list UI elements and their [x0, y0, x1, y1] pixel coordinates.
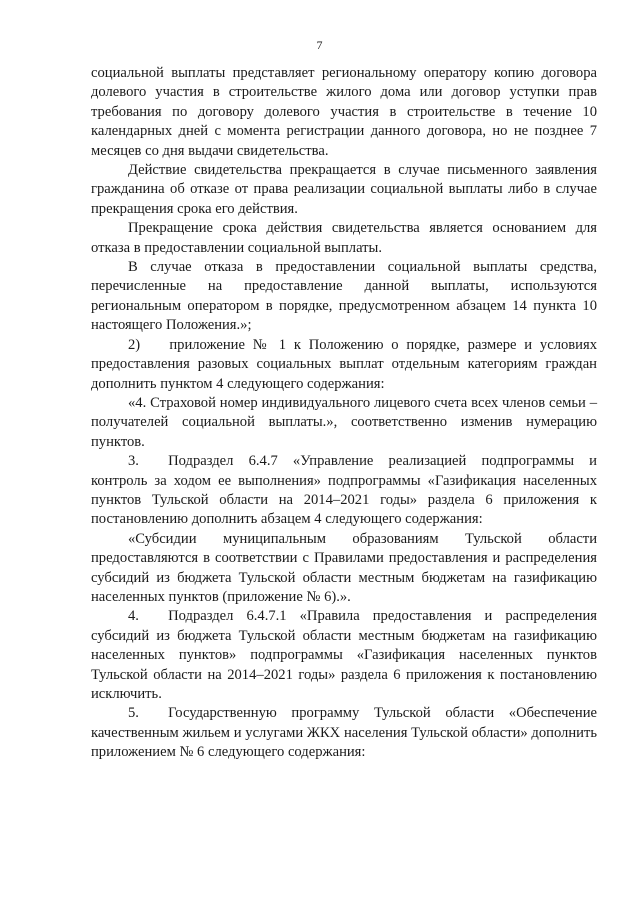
- paragraph-8-quote: «Субсидии муниципальным образованиям Тульской области предоставляются в соответствии с Правилами предоставления и распределения субсидий из бюджета Тульской области местным бюджетам на газификацию населенных пунктов (приложение № 6).».: [91, 530, 597, 605]
- page-number: 7: [316, 38, 323, 52]
- paragraph-1: социальной выплаты представляет региональному оператору копию договора долевого участия в строительстве жилого дома или договор уступки прав требования по договору долевого участия в строительстве в течение 10 календарных дней с момента регистрации данного договора, но не позднее 7 месяцев со дня выдачи свидетельства.: [91, 65, 597, 159]
- paragraph-6-quote: «4. Страховой номер индивидуального лицевого счета всех членов семьи – получателей социальной выплаты.», соответственно изменив нумерацию пунктов.: [91, 394, 597, 450]
- paragraph-5-item-2: 2) приложение № 1 к Положению о порядке, размере и условиях предоставления разовых социальных выплат отдельным категориям граждан дополнить пунктом 4 следующего содержания:: [91, 336, 597, 392]
- paragraph-9-item-4: 4. Подраздел 6.4.7.1 «Правила предоставления и распределения субсидий из бюджета Тульской области местным бюджетам на газификацию населенных пунктов» подпрограммы «Газификация населенных пунктов Тульской области на 2014–2021 годы» раздела 6 приложения к постановлению исключить.: [91, 608, 597, 702]
- paragraph-2: Действие свидетельства прекращается в случае письменного заявления гражданина об отказе от права реализации социальной выплаты либо в случае прекращения срока его действия.: [91, 162, 597, 217]
- paragraph-3: Прекращение срока действия свидетельства является основанием для отказа в предоставлении социальной выплаты.: [91, 220, 597, 256]
- paragraph-10-item-5: 5. Государственную программу Тульской области «Обеспечение качественным жильем и услугами ЖКХ населения Тульской области» дополнить приложением № 6 следующего содержания:: [91, 705, 597, 761]
- paragraph-4: В случае отказа в предоставлении социальной выплаты средства, перечисленные на предоставление данной выплаты, используются региональным оператором в порядке, предусмотренном абзацем 14 пункта 10 настоящего Положения.»;: [91, 259, 597, 334]
- paragraph-7-item-3: 3. Подраздел 6.4.7 «Управление реализацией подпрограммы и контроль за ходом ее выполнения» подпрограммы «Газификация населенных пунктов Тульской области на 2014–2021 годы» раздела 6 приложения к постановлению дополнить абзацем 4 следующего содержания:: [91, 453, 597, 528]
- document-body: [91, 64, 597, 763]
